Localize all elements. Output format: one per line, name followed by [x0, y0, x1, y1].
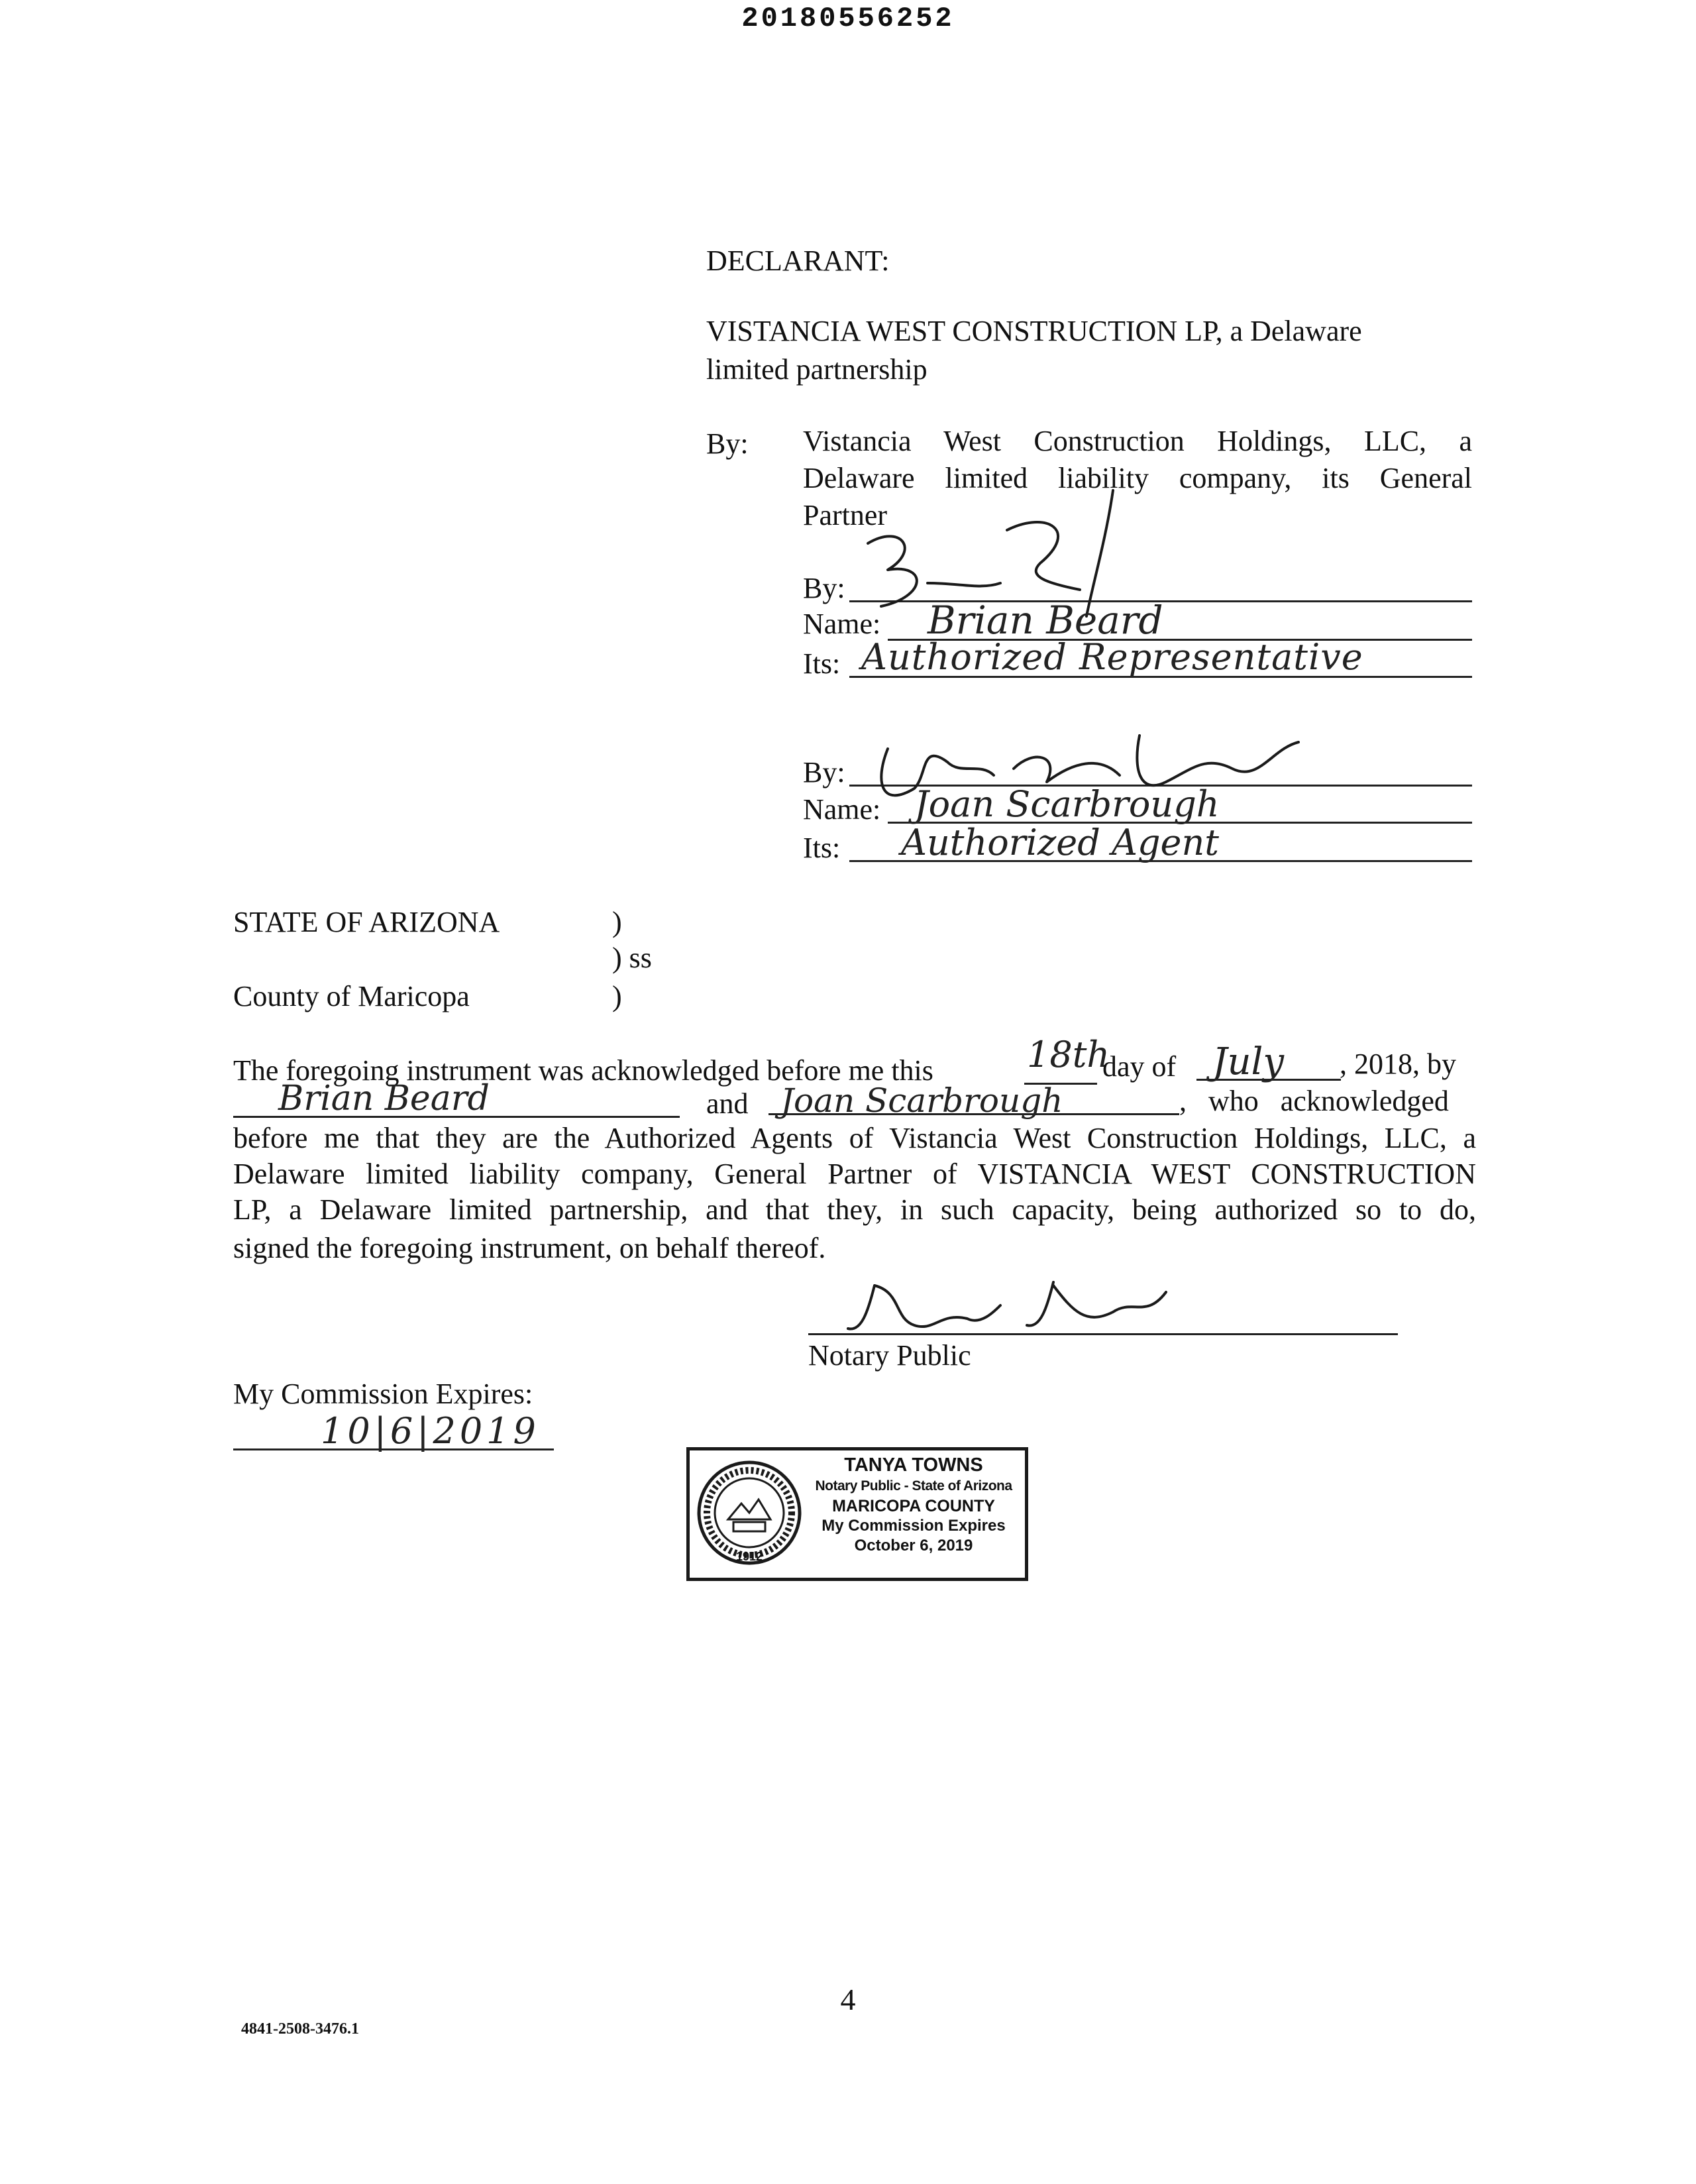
stamp-line3: MARICOPA COUNTY — [832, 1497, 995, 1515]
commission-date-handwritten: 10|6|2019 — [321, 1410, 540, 1452]
signer1-name-handwritten: Brian Beard — [928, 598, 1163, 643]
stamp-line4: My Commission Expires — [822, 1517, 1006, 1535]
declarant-by-label: By: — [706, 427, 749, 460]
venue-county: County of Maricopa — [233, 980, 470, 1012]
ack-line1-end: , 2018, by — [1340, 1048, 1456, 1080]
stamp-line2: Notary Public - State of Arizona — [815, 1478, 1012, 1494]
ack-line6: signed the foregoing instrument, on behalf thereof. — [233, 1232, 826, 1264]
stamp-line5: October 6, 2019 — [854, 1537, 973, 1555]
ack-name2-handwritten: Joan Scarbrough — [780, 1081, 1063, 1120]
signer1-name-label: Name: — [803, 608, 881, 640]
page-number: 4 — [840, 1983, 856, 2016]
declarant-heading: DECLARANT: — [706, 245, 890, 277]
notary-signature — [835, 1272, 1179, 1345]
document-reference: 4841-2508-3476.1 — [241, 2020, 359, 2038]
declarant-entity-line2: limited partnership — [706, 353, 928, 386]
venue-ss: ) ss — [612, 942, 652, 974]
ack-line1-start: The foregoing instrument was acknowledged before me this — [233, 1054, 933, 1087]
seal-emblem-year: 1912 — [736, 1550, 763, 1563]
general-partner-line2: Delaware limited liability company, its General — [803, 462, 1472, 494]
signer2-by-label: By: — [803, 756, 845, 789]
stamp-name: TANYA TOWNS — [844, 1454, 983, 1476]
ack-line5: LP, a Delaware limited partnership, and that they, in such capacity, being authorized so to do, — [233, 1193, 1476, 1226]
ack-name1-handwritten: Brian Beard — [278, 1079, 490, 1119]
general-partner-line1: Vistancia West Construction Holdings, LLC, a — [803, 425, 1472, 457]
recording-number: 20180556252 — [741, 3, 955, 34]
ack-line3: before me that they are the Authorized Agents of Vistancia West Construction Holdings, LLC, a — [233, 1122, 1476, 1154]
declarant-entity-line1: VISTANCIA WEST CONSTRUCTION LP, a Delaware — [706, 315, 1362, 347]
venue-paren-1: ) — [612, 906, 622, 938]
signer1-by-label: By: — [803, 572, 845, 604]
venue-paren-3: ) — [612, 980, 622, 1012]
ack-day-handwritten: 18th — [1027, 1034, 1110, 1075]
ack-line2-end: , who acknowledged — [1179, 1085, 1449, 1117]
signer1-its-label: Its: — [803, 647, 841, 680]
signer2-name-handwritten: Joan Scarbrough — [914, 783, 1220, 825]
ack-and: and — [706, 1087, 749, 1120]
notary-public-label: Notary Public — [808, 1339, 971, 1372]
signer2-its-handwritten: Authorized Agent — [901, 822, 1219, 863]
commission-label: My Commission Expires: — [233, 1378, 533, 1410]
ack-month-handwritten: July — [1212, 1040, 1285, 1083]
notary-stamp — [686, 1447, 1028, 1581]
general-partner-line3: Partner — [803, 499, 888, 531]
ack-line4: Delaware limited liability company, General Partner of VISTANCIA WEST CONSTRUCTION — [233, 1158, 1476, 1190]
signer1-its-handwritten: Authorized Representative — [861, 636, 1363, 678]
ack-line1-dayof: day of — [1102, 1050, 1177, 1083]
signer2-its-label: Its: — [803, 832, 841, 864]
venue-state: STATE OF ARIZONA — [233, 906, 500, 938]
signer2-name-label: Name: — [803, 793, 881, 826]
